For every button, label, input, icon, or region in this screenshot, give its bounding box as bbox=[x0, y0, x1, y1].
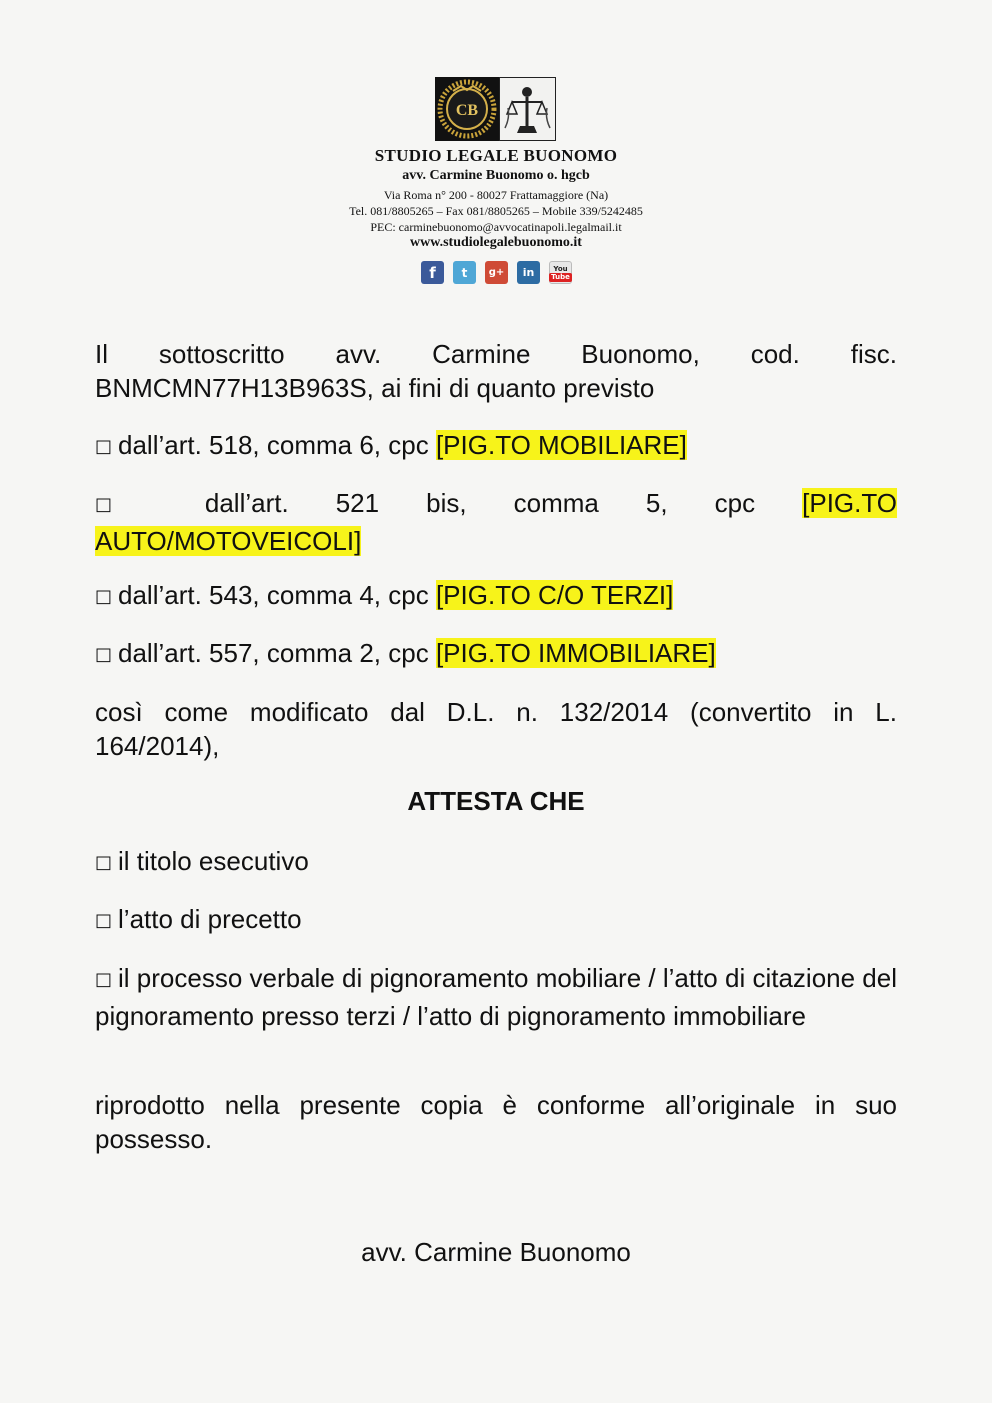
item-pignoramento bbox=[95, 961, 897, 1033]
article-521-line2 bbox=[95, 524, 897, 558]
checkbox-icon: □ bbox=[95, 852, 113, 873]
checkbox-icon: □ bbox=[95, 910, 113, 931]
article-521-text: dall’art. 521 bis, comma 5, cpc bbox=[204, 488, 756, 518]
article-518-text: dall’art. 518, comma 6, cpc bbox=[118, 430, 429, 460]
item-titolo bbox=[95, 844, 897, 882]
justice-scales-icon bbox=[499, 77, 556, 141]
article-557-tag: [PIG.TO IMMOBILIARE] bbox=[435, 638, 716, 668]
website-link[interactable]: www.studiolegalebuonomo.it bbox=[410, 235, 582, 250]
item-precetto bbox=[95, 902, 897, 940]
youtube-you-label: You bbox=[553, 264, 568, 273]
intro-paragraph: Il sottoscritto avv. Carmine Buonomo, cod. fisc. BNMCMN77H13B963S, ai fini di quanto previsto bbox=[95, 339, 897, 403]
conclusion-paragraph: riprodotto nella presente copia è conforme all’originale in suo possesso. bbox=[95, 1090, 897, 1154]
item-precetto-text: l’atto di precetto bbox=[118, 904, 302, 934]
youtube-tube-label: Tube bbox=[551, 272, 570, 281]
article-521 bbox=[95, 486, 897, 558]
item-pignoramento-text: il processo verbale di pignoramento mobiliare / l’atto di citazione del pignoramento presso terzi / l’atto di pignoramento immobiliare bbox=[95, 963, 897, 1031]
google-plus-icon[interactable]: g+ bbox=[485, 261, 508, 284]
pec-line: PEC: carminebuonomo@avvocatinapoli.legalmail.it bbox=[370, 220, 622, 234]
phone-line: Tel. 081/8805265 – Fax 081/8805265 – Mobile 339/5242485 bbox=[349, 204, 643, 218]
youtube-icon[interactable] bbox=[549, 261, 572, 284]
article-557 bbox=[95, 636, 897, 674]
article-518-tag: [PIG.TO MOBILIARE] bbox=[435, 430, 687, 460]
twitter-icon[interactable]: t bbox=[453, 261, 476, 284]
article-518 bbox=[95, 428, 897, 466]
checkbox-icon: □ bbox=[95, 644, 113, 665]
attesta-heading: ATTESTA CHE bbox=[407, 786, 585, 816]
linkedin-icon[interactable]: in bbox=[517, 261, 540, 284]
checkbox-icon: □ bbox=[95, 586, 113, 607]
modified-paragraph: così come modificato dal D.L. n. 132/2014 (convertito in L. 164/2014), bbox=[95, 697, 897, 761]
checkbox-icon: □ bbox=[95, 969, 113, 990]
checkbox-icon: □ bbox=[95, 436, 113, 457]
article-543-text: dall’art. 543, comma 4, cpc bbox=[118, 580, 429, 610]
lawyer-name: avv. Carmine Buonomo o. hgcb bbox=[402, 168, 590, 183]
facebook-icon[interactable]: f bbox=[421, 261, 444, 284]
article-543 bbox=[95, 578, 897, 616]
article-521-line1 bbox=[95, 486, 897, 524]
crest-logo-icon bbox=[435, 77, 499, 141]
item-titolo-text: il titolo esecutivo bbox=[118, 846, 309, 876]
checkbox-icon: □ bbox=[95, 494, 152, 515]
crest-monogram: CB bbox=[455, 102, 479, 119]
article-557-text: dall’art. 557, comma 2, cpc bbox=[118, 638, 429, 668]
social-icons bbox=[421, 261, 572, 284]
article-543-tag: [PIG.TO C/O TERZI] bbox=[435, 580, 674, 610]
address-line: Via Roma n° 200 - 80027 Frattamaggiore (Na) bbox=[383, 188, 609, 202]
article-521-tag-part1: [PIG.TO bbox=[802, 488, 898, 518]
article-521-tag-part2: AUTO/MOTOVEICOLI] bbox=[95, 526, 362, 556]
firm-logo bbox=[435, 77, 556, 141]
signature: avv. Carmine Buonomo bbox=[361, 1237, 631, 1267]
firm-name: STUDIO LEGALE BUONOMO bbox=[374, 146, 618, 165]
